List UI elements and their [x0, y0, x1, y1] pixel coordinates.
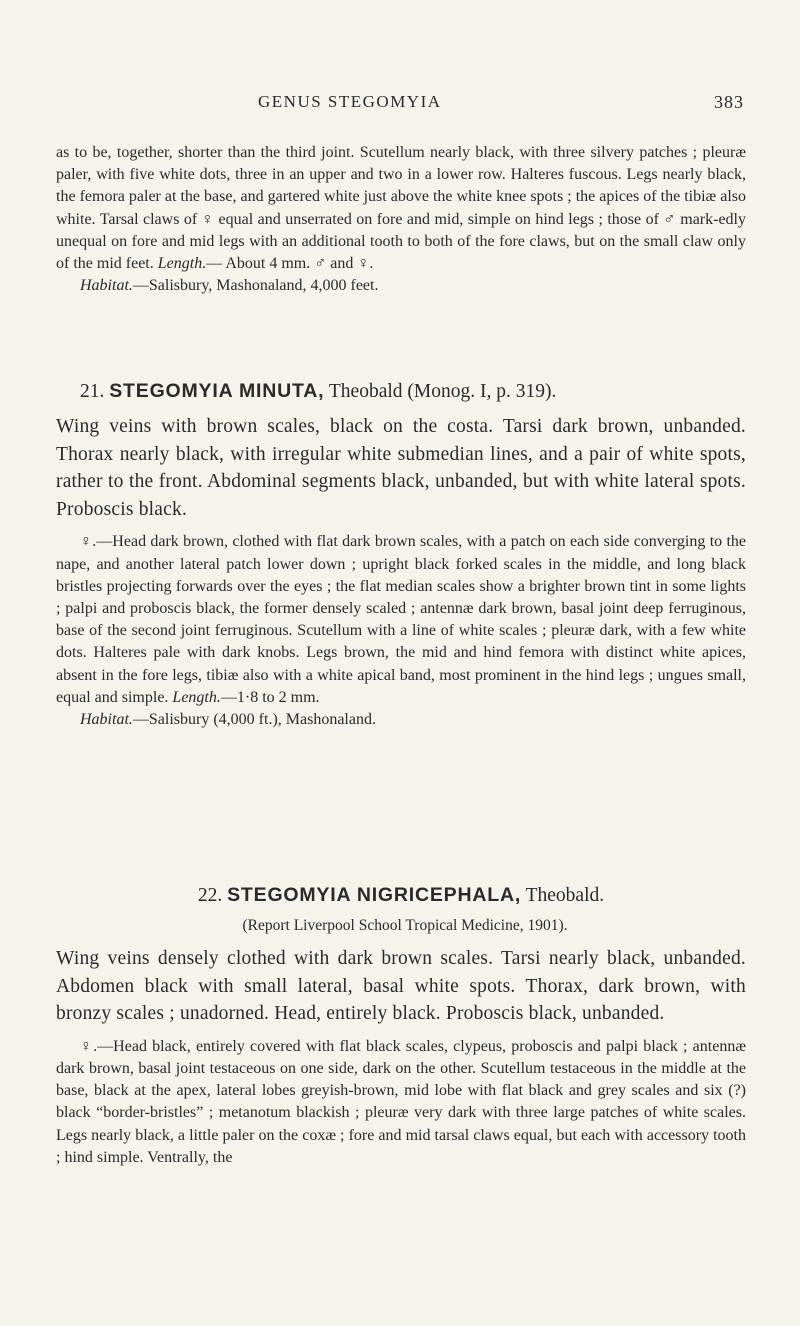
habitat-label: Habitat.: [80, 711, 133, 728]
page-number: 383: [714, 92, 744, 112]
species-21-section: [56, 378, 746, 731]
species-number: 21.: [80, 381, 105, 402]
habitat-value: —Salisbury, Mashonaland, 4,000 feet.: [132, 277, 379, 295]
species-authority: Theobald.: [525, 885, 605, 906]
species-22-section: [56, 882, 746, 1169]
length-label: Length.: [172, 688, 221, 706]
opening-paragraph: [56, 142, 746, 297]
species-authority: Theobald (Monog. I, p. 319).: [328, 381, 557, 402]
species-21-description: [56, 531, 746, 709]
species-number: 22.: [197, 885, 223, 906]
species-name: STEGOMYIA NIGRICEPHALA,: [227, 884, 522, 906]
opening-text: as to be, together, shorter than the third joint. Scutellum nearly black, with three silvery patches ; pleuræ paler, with five white dots, three in an upper and two in a lower row. Halteres fuscous. Legs nearly black, the femora paler at the base, and gartered white just above the white knee spots ; the apices of the tibiæ also white. Tarsal claws of ♀ equal and unserrated on fore and mid, simple on hind legs ; those of ♂ mark-edly unequal on fore and mid legs with an additional tooth to both of the fore claws, but on the small claw only of the mid feet.: [56, 144, 746, 273]
length-value: — About 4 mm. ♂ and ♀.: [206, 255, 374, 273]
species-21-heading: [56, 378, 746, 405]
running-header: [0, 92, 800, 118]
species-22-reference: (Report Liverpool School Tropical Medicine, 1901).: [242, 917, 568, 934]
length-value: —1·8 to 2 mm.: [220, 688, 320, 706]
species-22-diagnosis: Wing veins densely clothed with dark brown scales. Tarsi nearly black, unbanded. Abdomen black with small lateral, basal white spots. Thorax, dark brown, with bronzy scales ; unadorned. Head, entirely black. Proboscis black, unbanded.: [56, 948, 746, 1025]
species-22-heading: [56, 882, 746, 909]
species-21-diagnosis: Wing veins with brown scales, black on the costa. Tarsi dark brown, unbanded. Thorax nearly black, with irregular white submedian lines, and a pair of white spots, rather to the front. Abdominal segments black, unbanded, but with white lateral spots. Proboscis black.: [56, 416, 746, 520]
length-label: Length.: [157, 255, 207, 273]
running-title: GENUS STEGOMYIA: [258, 92, 442, 111]
species-22-description: ♀.—Head black, entirely covered with flat black scales, clypeus, proboscis and palpi black ; antennæ dark brown, basal joint testaceous on one side, dark on the other. Scutellum testaceous in the middle at the base, black at the apex, lateral lobes greyish-brown, mid lobe with flat black and grey scales and six (?) black “border-bristles” ; metanotum blackish ; pleuræ very dark with three large patches of white scales. Legs nearly black, a little paler on the coxæ ; fore and mid tarsal claws equal, but each with accessory tooth ; hind simple. Ventrally, the: [56, 1037, 746, 1166]
habitat-value: —Salisbury (4,000 ft.), Mashonaland.: [132, 711, 376, 728]
description-text: ♀.—Head dark brown, clothed with flat dark brown scales, with a patch on each side converging to the nape, and another lateral patch lower down ; upright black forked scales in the middle, and long black bristles projecting forwards over the eyes ; the flat median scales show a brighter brown tint in some lights ; palpi and proboscis black, the former densely scaled ; antennæ dark brown, basal joint deep ferruginous, base of the second joint ferruginous. Scutellum with a line of white scales ; pleuræ dark, with a few white dots. Halteres pale with dark knobs. Legs brown, the mid and hind femora with distinct white apices, absent in the fore legs, tibiæ also with a white apical band, most prominent in the hind legs ; ungues small, equal and simple.: [56, 533, 746, 706]
habitat-label: Habitat.: [80, 277, 133, 295]
species-name: STEGOMYIA MINUTA,: [109, 380, 325, 402]
